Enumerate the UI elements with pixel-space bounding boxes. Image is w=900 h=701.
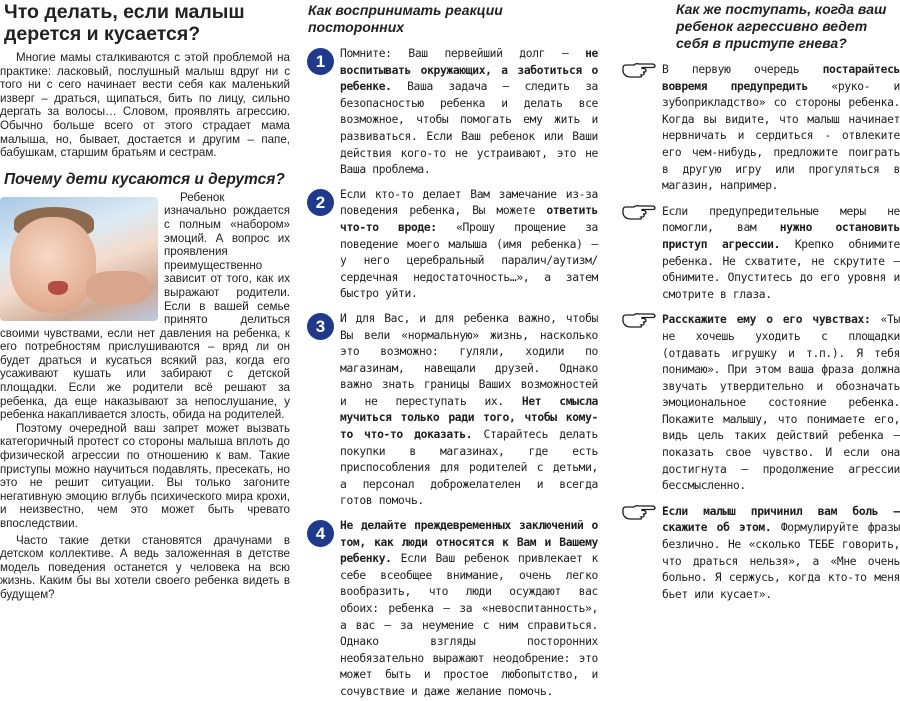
item-bold-text: не воспитывать окружающих, а заботиться о ребенке. — [340, 47, 598, 94]
numbered-item — [304, 46, 598, 179]
article-title: Что делать, если малыш дерется и кусается? — [4, 1, 245, 45]
tip-item — [612, 62, 900, 195]
tip-bold-text: Расскажите ему о его чувствах: — [662, 313, 871, 327]
pointing-hand-icon — [622, 204, 656, 220]
numbered-item — [304, 187, 598, 303]
item-text: Если кто-то делает Вам замечание из-за поведения ребенка, Вы можете — [340, 187, 598, 218]
item-text: Старайтесь делать покупки в магазинах, где есть приспособления для родителей с детьми, а персонал доброжелателен и всегда готов помочь. — [340, 428, 599, 508]
item-text: Ваша задача – следить за безопасностью ребенка и делать все возможное, чтобы помогать ему жить и развиваться. Если Ваш ребенок или Ваши действия кого-то не устраивают, это не Ваша проблема. — [340, 80, 598, 177]
paragraph: Ребенок изначально рождается с полным «набором» эмоций. А вопрос их проявления преимущественно зависит от того, как их выражают родители. Если в вашей семье принято делиться своими чувствами, если нет давления на ребенка, к его потребностям прислушиваются – вряд ли он будет драться и кусаться всякий раз, когда его усаживают кушать или забирают с детской площадки. Если же родители всё решают за ребенка, да еще наказывают за непослушание, у ребенка накапливается злость, обида на родителей. — [0, 190, 290, 422]
crying-child-photo — [0, 197, 158, 321]
item-text: Помните: Ваш первейший долг – — [340, 47, 586, 60]
column-left — [0, 0, 290, 635]
section-heading: Как же поступать, когда ваш ребенок агрессивно ведет себя в приступе гнева? — [676, 1, 887, 51]
item-bold-text: Не делайте преждевременных заключений о том, как люди относятся к Вам и Вашему ребенку. — [340, 519, 598, 566]
column-middle — [304, 0, 599, 698]
column-right — [612, 0, 900, 635]
intro-paragraph: Многие мамы сталкиваются с этой проблемой на практике: ласковый, послушный малыш вдруг ни с того ни с сего начинает вести себя как маленький изверг – драться, щипаться, бить по лицу, сильно дергать за волосы… Словом, проявлять агрессию. Обычно больше всего от этого страдает мама малыша, но, бывает, достается и другим – папе, бабушкам, старшим братьям и сестрам. — [0, 51, 290, 160]
section-subtitle: Почему дети кусаются и дерутся? — [4, 170, 285, 188]
pointing-hand-icon — [622, 312, 656, 328]
paragraph: Часто такие детки становятся драчунами в детском коллективе. А ведь заложенная в детстве модель поведения останется у человека на всю жизнь. Каким бы вы хотели своего ребенка видеть в будущем? — [0, 533, 290, 601]
paragraph: Поэтому очередной ваш запрет может вызвать категоричный протест со стороны малыша вплоть до физической агрессии по отношению к вам. Такие приступы можно научиться подавлять, пресекать, но это не решит ситуации. Вы только загоните негативную эмоцию вглубь психического мира крохи, и неизвестно, чем это может быть чревато впоследствии. — [0, 421, 290, 530]
numbered-item — [304, 311, 598, 510]
tip-item — [612, 504, 900, 604]
tip-bold-text: постарайтесь вовремя предупредить — [662, 63, 900, 93]
tip-text: «руко- и зубоприкладство» со стороны ребенка. Когда вы видите, что малыш начинает нервничать и сердиться - отвлеките его чем-нибудь, предложите поиграть в другую игру или прогуляться в магазин, например. — [662, 79, 900, 193]
number-badge: 1 — [307, 48, 334, 75]
item-text: Если Ваш ребенок привлекает к себе всеобщее внимание, очень легко вообразить, что люди осуждают вас обоих: ребенка – за «невоспитанность», а вас – за неумение с ним справиться. Однако взгляды посторонних необязательно выражают неодобрение: это может быть и простое любопытство, и сочувствие и даже желание помочь. — [340, 552, 598, 698]
item-text: И для Вас, и для ребенка важно, чтобы Вы вели «нормальную» жизнь, насколько это возможно: гуляли, ходили по магазинам, навещали друзей. Однако важно знать границы Ваших возможностей и не переступать их. — [340, 311, 598, 408]
item-bold-text: Нет смысла мучиться только ради того, чтобы кому-то что-то доказать. — [340, 394, 599, 442]
tip-text: «Ты не хочешь уходить с площадки (отдавать игрушку и т.п.). Я тебя понимаю». При этом ваша фраза должна звучать утвердительно и обозначать эмоциональное состояние ребенка. Покажите малышу, что понимаете его, видь цель таких действий ребенка – показать свое чувство. И если она достигнута – продолжение агрессии бессмысленно. — [662, 313, 900, 493]
numbered-list — [304, 46, 598, 701]
pointing-hand-icon — [622, 504, 656, 520]
tip-text: Формулируйте фразы безлично. Не «сколько ТЕБЕ говорить, что драться нельзя», а «Мне очень больно. Я сержусь, когда кто-то меня бьет или кусает». — [662, 521, 900, 601]
tip-text: Крепко обнимите ребенка. Не схватите, не скрутите – обнимите. Опуститесь до его уровня и смотрите в глаза. — [662, 237, 900, 301]
tip-text: В первую очередь — [662, 63, 823, 76]
section-heading: Как воспринимать реакции посторонних — [308, 2, 503, 35]
tip-item — [612, 204, 900, 304]
numbered-item — [304, 518, 598, 701]
tip-bold-text: нужно остановить приступ агрессии. — [662, 221, 900, 251]
tips-list — [612, 62, 900, 603]
item-text: «Прошу прощение за поведение моего малыша (имя ребенка) – у него церебральный паралич/аутизм/ сердечная недостаточность…», а затем быстро уйти. — [340, 220, 599, 301]
tip-bold-text: Если малыш причинил вам боль – скажите об этом. — [662, 504, 900, 535]
number-badge: 4 — [307, 520, 334, 547]
item-bold-text: ответить что-то вроде: — [340, 204, 598, 234]
tip-text: Если предупредительные меры не помогли, вам — [662, 204, 900, 235]
number-badge: 2 — [307, 189, 334, 216]
tip-item — [612, 312, 900, 495]
pointing-hand-icon — [622, 62, 656, 78]
number-badge: 3 — [307, 313, 334, 340]
